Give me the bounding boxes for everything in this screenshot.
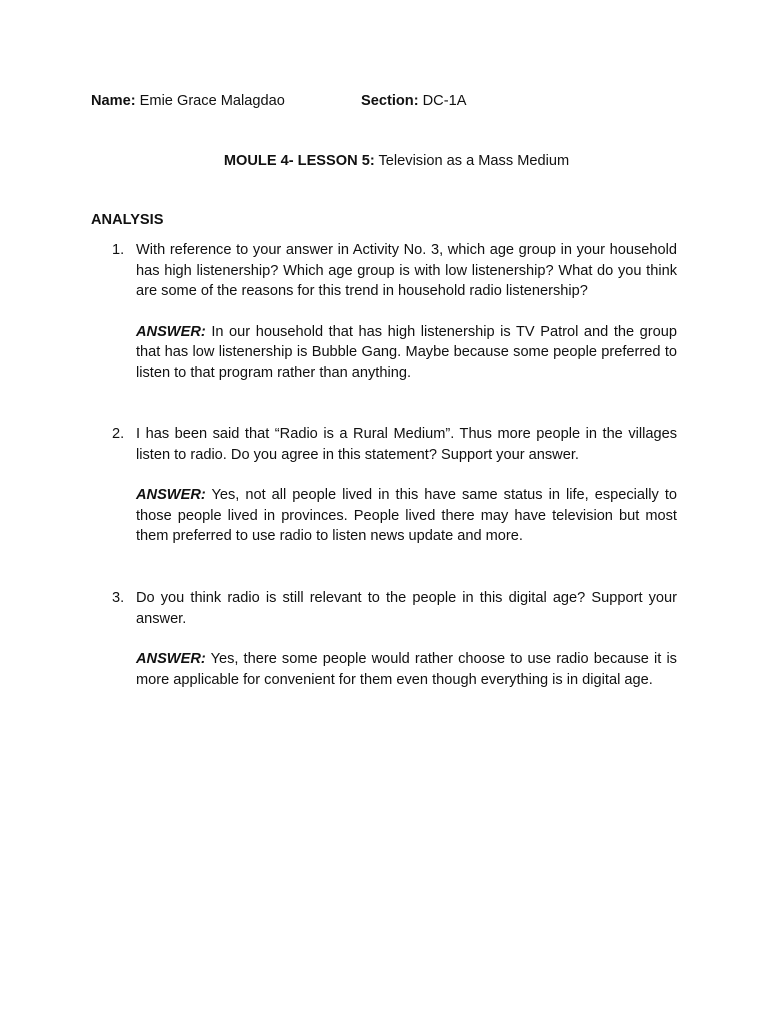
question-text: I has been said that “Radio is a Rural Medium”. Thus more people in the villages listen to radio. Do you agree in this statement? Support your answer. [136, 426, 677, 463]
list-item [112, 424, 677, 547]
section-field [361, 91, 466, 112]
answer-text: Yes, not all people lived in this have same status in life, especially to those people lived in provinces. People lived there may have television but most them preferred to use radio to listen news update and more. [136, 487, 677, 544]
name-value: Emie Grace Malagdao [139, 93, 285, 109]
answer-block [136, 322, 677, 384]
analysis-heading: ANALYSIS [91, 212, 164, 228]
lesson-title [0, 151, 768, 172]
lesson-label: MOULE 4- LESSON 5: [223, 153, 375, 169]
answer-label: ANSWER: [136, 651, 206, 667]
answer-label: ANSWER: [136, 487, 206, 503]
header-row [91, 91, 691, 113]
question-text: With reference to your answer in Activity No. 3, which age group in your household has high listenership? Which age group is with low listenership? What do you think are some of the reasons for this trend in household radio listenership? [136, 242, 677, 299]
item-number: 3. [112, 590, 125, 606]
name-label: Name: [91, 93, 136, 109]
lesson-title-text: Television as a Mass Medium [378, 153, 570, 169]
answer-block [136, 485, 677, 547]
section-label: Section: [361, 93, 419, 109]
list-item [112, 240, 677, 383]
item-number: 2. [112, 426, 125, 442]
section-value: DC-1A [422, 93, 467, 109]
answer-block [136, 649, 677, 690]
answer-text: In our household that has high listenership is TV Patrol and the group that has low listenership is Bubble Gang. Maybe because some people preferred to listen to that program rather than anything. [136, 323, 678, 381]
answer-text: Yes, there some people would rather choose to use radio because it is more applicable for convenient for them even though everything is in digital age. [136, 651, 677, 688]
item-number: 1. [112, 242, 125, 258]
list-item [112, 588, 677, 690]
question-text: Do you think radio is still relevant to the people in this digital age? Support your answer. [136, 590, 677, 627]
answer-label: ANSWER: [136, 323, 206, 340]
name-field [91, 91, 285, 112]
